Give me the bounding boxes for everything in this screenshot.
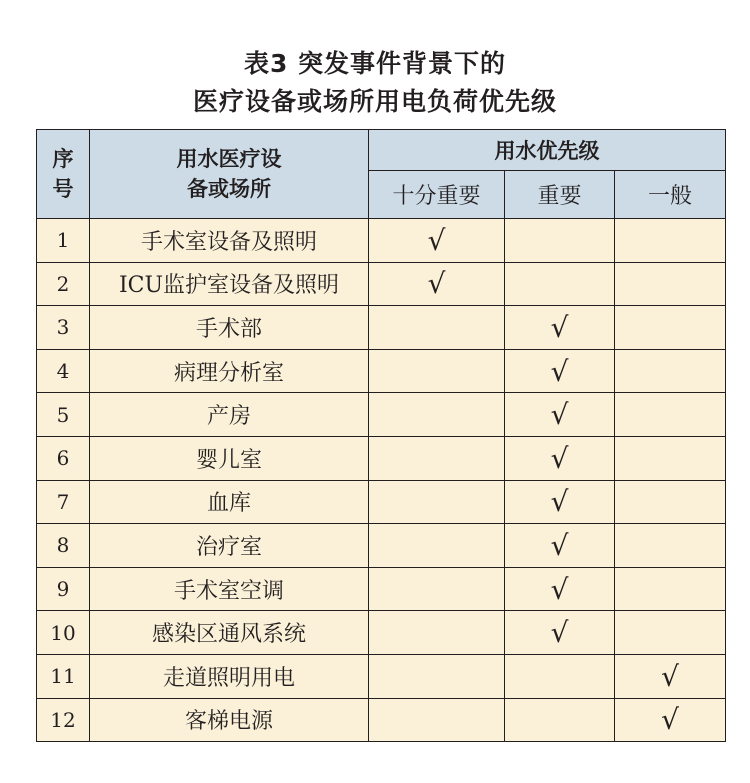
header-item: [90, 130, 369, 219]
empty-cell: [369, 524, 505, 568]
row-index: 7: [37, 480, 90, 524]
empty-cell: [369, 654, 505, 698]
table-row: [37, 349, 726, 393]
table-row: [37, 698, 726, 742]
row-name: 手术室空调: [90, 567, 369, 611]
empty-cell: [615, 524, 726, 568]
check-mark: √: [505, 393, 615, 437]
check-mark: √: [505, 349, 615, 393]
empty-cell: [369, 567, 505, 611]
check-mark: √: [505, 436, 615, 480]
row-index: 10: [37, 611, 90, 655]
empty-cell: [369, 698, 505, 742]
row-name: 客梯电源: [90, 698, 369, 742]
empty-cell: [615, 393, 726, 437]
row-index: 9: [37, 567, 90, 611]
header-item-label: 用水医疗设备或场所: [176, 146, 282, 201]
empty-cell: [505, 654, 615, 698]
table-row: [37, 436, 726, 480]
row-index: 8: [37, 524, 90, 568]
empty-cell: [505, 219, 615, 263]
table-row: [37, 480, 726, 524]
empty-cell: [369, 349, 505, 393]
table-title-line1: 表3 突发事件背景下的: [243, 49, 507, 78]
empty-cell: [615, 480, 726, 524]
table-row: [37, 262, 726, 306]
row-name: 婴儿室: [90, 436, 369, 480]
row-name: 血库: [90, 480, 369, 524]
row-index: 2: [37, 262, 90, 306]
empty-cell: [369, 306, 505, 350]
row-index: 4: [37, 349, 90, 393]
check-mark: √: [505, 611, 615, 655]
row-index: 11: [37, 654, 90, 698]
row-name: 感染区通风系统: [90, 611, 369, 655]
row-name: 病理分析室: [90, 349, 369, 393]
empty-cell: [615, 567, 726, 611]
empty-cell: [615, 262, 726, 306]
table-row: [37, 393, 726, 437]
row-index: 6: [37, 436, 90, 480]
empty-cell: [505, 262, 615, 306]
empty-cell: [615, 219, 726, 263]
row-name: ICU监护室设备及照明: [90, 262, 369, 306]
check-mark: √: [615, 698, 726, 742]
row-name: 走道照明用电: [90, 654, 369, 698]
row-name: 手术室设备及照明: [90, 219, 369, 263]
header-index: [37, 130, 90, 219]
priority-table: [36, 129, 726, 742]
empty-cell: [369, 611, 505, 655]
empty-cell: [615, 349, 726, 393]
row-name: 治疗室: [90, 524, 369, 568]
empty-cell: [369, 393, 505, 437]
header-level-normal: 一般: [615, 171, 726, 219]
empty-cell: [615, 611, 726, 655]
check-mark: √: [615, 654, 726, 698]
empty-cell: [615, 436, 726, 480]
empty-cell: [615, 306, 726, 350]
check-mark: √: [505, 524, 615, 568]
empty-cell: [369, 480, 505, 524]
row-index: 1: [37, 219, 90, 263]
table-row: [37, 306, 726, 350]
table-body: [37, 219, 726, 742]
row-name: 手术部: [90, 306, 369, 350]
row-index: 12: [37, 698, 90, 742]
row-index: 5: [37, 393, 90, 437]
empty-cell: [369, 436, 505, 480]
header-level-important: 重要: [505, 171, 615, 219]
check-mark: √: [505, 480, 615, 524]
table-row: [37, 524, 726, 568]
empty-cell: [505, 698, 615, 742]
table-title-line2: 医疗设备或场所用电负荷优先级: [192, 87, 557, 116]
check-mark: √: [369, 219, 505, 263]
table-row: [37, 611, 726, 655]
row-name: 产房: [90, 393, 369, 437]
header-index-label: 序号: [52, 146, 74, 201]
table-row: [37, 654, 726, 698]
header-priority: 用水优先级: [369, 130, 726, 171]
table-row: [37, 219, 726, 263]
table-row: [37, 567, 726, 611]
check-mark: √: [505, 306, 615, 350]
row-index: 3: [37, 306, 90, 350]
check-mark: √: [369, 262, 505, 306]
check-mark: √: [505, 567, 615, 611]
header-level-very-important: 十分重要: [369, 171, 505, 219]
